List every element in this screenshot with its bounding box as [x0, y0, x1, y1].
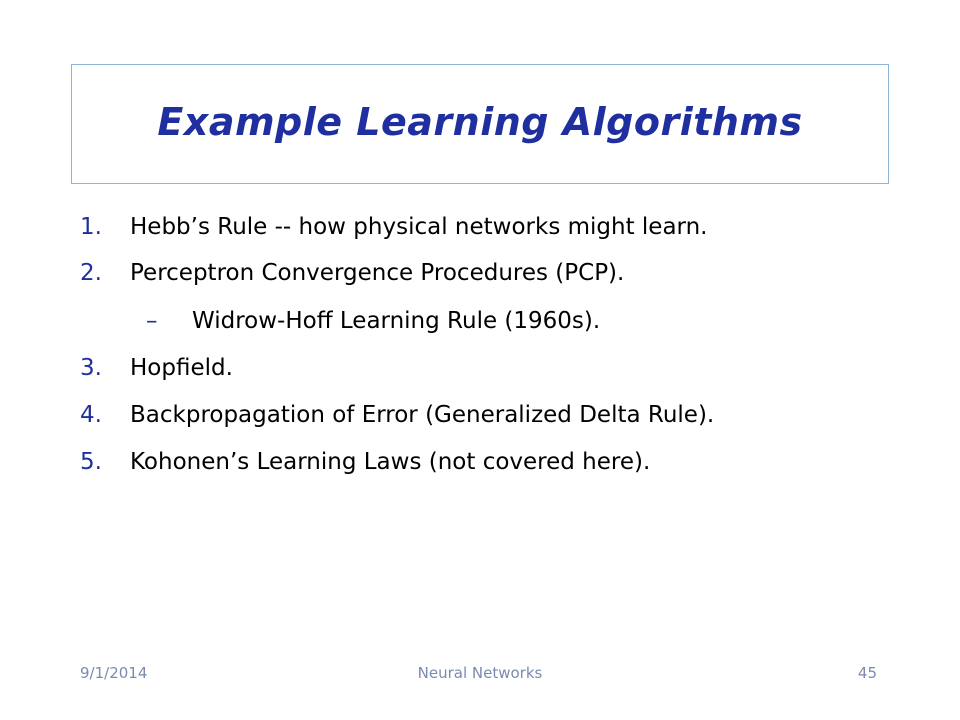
item-text: Perceptron Convergence Procedures (PCP). — [130, 260, 625, 286]
title-box — [71, 64, 889, 184]
footer-course: Neural Networks — [417, 664, 543, 682]
item-number: 3. — [80, 355, 102, 381]
sub-list-item — [80, 307, 900, 336]
item-number: 1. — [80, 214, 102, 240]
item-number: 5. — [80, 449, 102, 475]
item-number: 4. — [80, 402, 102, 428]
item-number: 2. — [80, 260, 102, 286]
item-text: Hebb’s Rule -- how physical networks might learn. — [130, 214, 708, 240]
item-text: Hopfield. — [130, 355, 233, 381]
footer-page-number: 45 — [857, 664, 877, 682]
list-item — [80, 448, 900, 477]
item-text: Kohonen’s Learning Laws (not covered here). — [130, 449, 651, 475]
list-item — [80, 401, 810, 430]
slide-title: Example Learning Algorithms — [157, 100, 803, 144]
item-text: Backpropagation of Error (Generalized Delta Rule). — [130, 402, 715, 428]
algorithm-list — [80, 213, 900, 477]
sub-item-text: Widrow-Hoff Learning Rule (1960s). — [192, 308, 601, 334]
dash-bullet: – — [146, 308, 158, 334]
list-item — [80, 213, 900, 242]
list-item — [80, 259, 900, 288]
footer-date: 9/1/2014 — [80, 664, 148, 682]
list-item — [80, 354, 900, 383]
